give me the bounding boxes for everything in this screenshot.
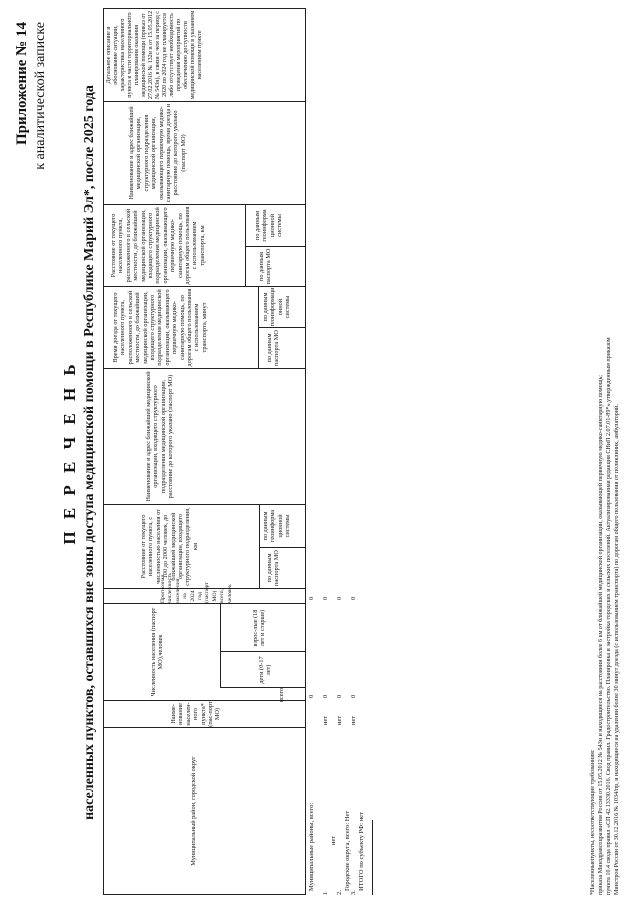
row-name: ИТОГО по субъекту РФ: нет <box>358 812 365 891</box>
header-nearest-mo-2: Наименование и адрес ближайшей медицинской организации, структурного подразделения медицинской организации, оказывающего первичную медико-санитарную помощь, время доезда и расстояние до которого указано (паспорт МО) <box>128 103 187 203</box>
header-by-geo-2: по данным геоинформаци онной системы <box>262 287 292 327</box>
appendix-note: к аналитической записке <box>33 22 48 170</box>
header-pop-children: дети (0-17 лет) <box>258 656 273 684</box>
footnote-line: Минстроя России от 30.12.2016 № 1034/пр, и находящиеся на удалении более 30 минут доезда (с использованием транспорта) по дорогам общего пользования от поликлиник, амбулаторий. <box>614 404 620 895</box>
footnote-line: приказа Минздравсоцразвития России от 15.05.2012 № 543н и находящиеся на расстоянии более 6 км от ближайшей медицинской организации, оказывающей первичную медико-санитарную помощь; <box>598 375 604 895</box>
header-by-geo: по данным геоинформа ционной системы <box>262 509 292 543</box>
row-settlement: нет <box>350 715 357 725</box>
header-by-passport-2: по данным паспорта МО <box>266 330 281 366</box>
row-name: Муниципальные районы, всего: <box>308 802 315 891</box>
document-title: П Е Р Е Ч Е Н Ь <box>60 360 79 545</box>
header-by-geo-3: по данным геоинформа ционной системы <box>254 209 284 242</box>
rows-divider <box>372 820 373 895</box>
row-number: 1 <box>322 891 329 895</box>
row-settlement: нет <box>322 715 329 725</box>
row-forecast: 0 <box>336 596 343 600</box>
header-pop-adults: взрос-лые (18 лет и старше) <box>252 609 267 647</box>
header-by-passport: по данным паспорта МО <box>266 550 281 586</box>
row-total: 0 <box>350 694 357 698</box>
row-forecast: 0 <box>322 596 329 600</box>
row-forecast: 0 <box>308 596 315 600</box>
header-nearest-mo: Наименование и адрес ближайшей медицинской организации, входящего структурного подразделения медицинской организации, расстояние до которого указано (паспорт МО) <box>145 371 175 502</box>
row-number: 2. <box>336 890 343 895</box>
row-name: нет <box>330 835 337 845</box>
row-number: 3. <box>350 890 357 895</box>
document-subtitle: населенных пунктов, оставшихся вне зоны доступа медицинской помощи в Республике Марий Эл*, после 2025 года <box>82 85 97 820</box>
header-distance-rural: Расстояние от текущего населенного пункта, расположенного в сельской местности, до ближайшей медицинской организации, входящего структурного подразделения медицинской организации, оказывающего первичную медико-санитарную помощь, по дорогам общего пользования с использованием транспорта, км <box>110 206 206 285</box>
appendix-number: Приложение № 14 <box>14 22 30 146</box>
header-settlement: Наиме-нование населен-ного пункта* (пас-порт МО) <box>170 701 222 727</box>
header-by-passport-3: по данным паспорта МО <box>258 248 273 285</box>
row-settlement: нет <box>336 715 343 725</box>
header-travel-time: Время доезда от текущего населенного пункта, расположенного в сельской местности, до ближайшей медицинской организации, входящего структурного подразделения медицинской организации, оказывающего первичную медико-санитарную помощь, по дорогам общего пользования с использованием транспорта, минут <box>112 288 208 367</box>
row-total: 0 <box>308 694 315 698</box>
footnote-line: пункта 10.4 свода правил «СП 42.13330.2016. Свод правил. Градостроительство. Планировка и застройка городских и сельских поселений. Актуализированная редакция СНиП 2.07.01-89*»,утвержденным приказом <box>606 337 612 895</box>
footnote-heading: *Населенныепункты, несоответствующие требованиям: <box>590 749 596 895</box>
row-forecast: 0 <box>350 596 357 600</box>
header-description: Детальное описание и обоснование ситуации, характеристика населенного пункта в части территориального планирования оказания медицинской помощи (приказ от 27.02.2016 № 132н и от 15.05.2012 № 543н), в связи с чем за период с 2020 по 2024 год не планируется либо отсутствует необходимость проведения мероприятий по обеспечению доступности медицинской помощи в указанном населенном пункте <box>106 10 203 100</box>
row-name: Городские округа, всего: Нет <box>344 810 351 891</box>
header-district: Муниципальный район, городской округ <box>190 756 197 866</box>
row-total: 0 <box>336 694 343 698</box>
header-population: Численность населения (паспорт МО),человек <box>150 607 165 697</box>
row-total: 0 <box>322 694 329 698</box>
header-pop-forecast: Прогнозная численность населения на 2024 год (паспорт МО) всего, человек <box>160 573 233 603</box>
header-distance-100: Расстояние от текущего населенного пункта, с численностью населения от 100 до 2000 человек, до ближайшей медицинской организации, входящего структурного подразделения, км <box>140 507 199 586</box>
header-pop-total: всего <box>278 687 285 702</box>
